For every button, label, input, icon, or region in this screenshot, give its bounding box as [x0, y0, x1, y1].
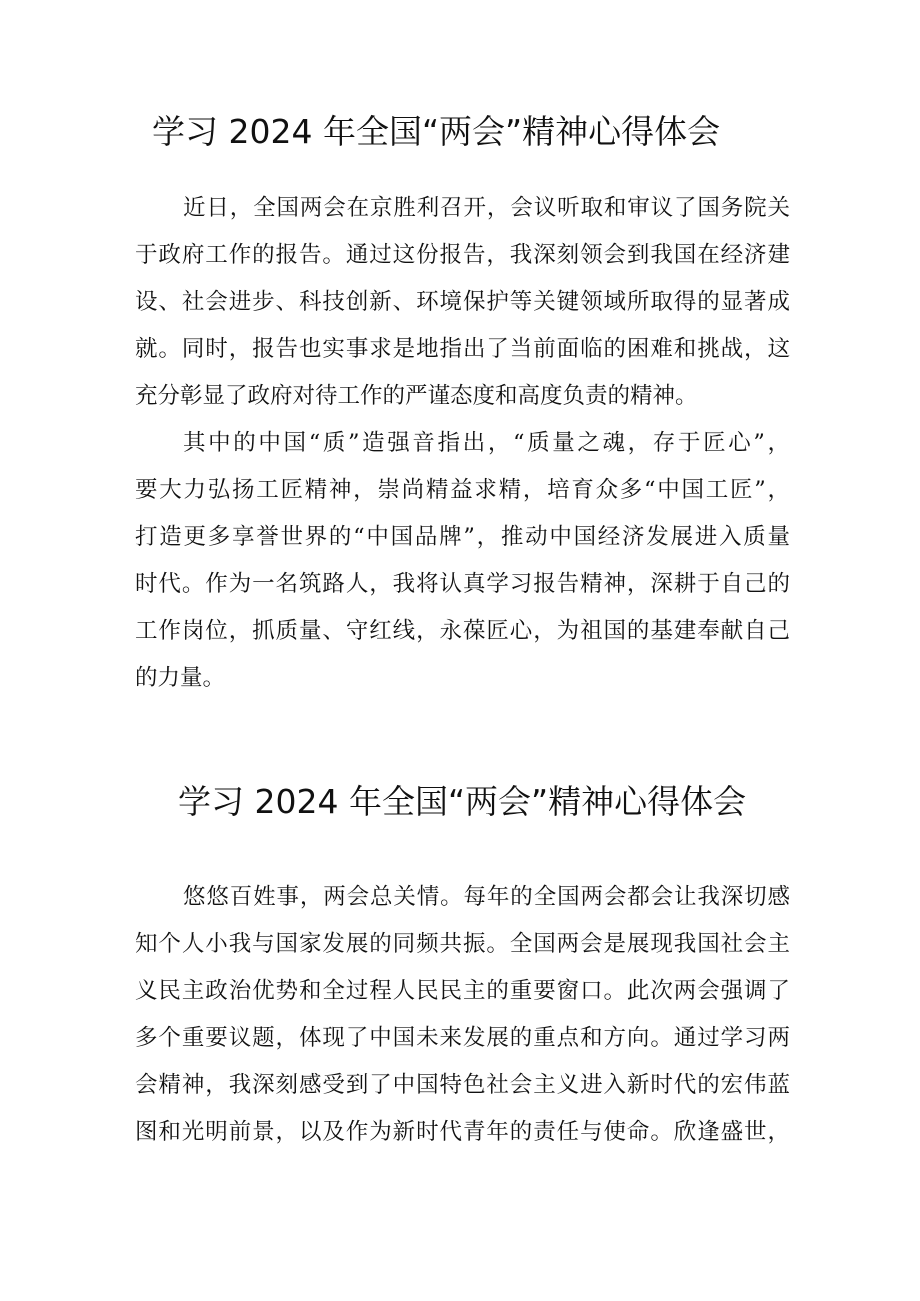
text-line: 就。同时，报告也实事求是地指出了当前面临的困难和挑战，这	[135, 336, 790, 362]
text-line: 会精神，我深刻感受到了中国特色社会主义进入新时代的宏伟蓝	[135, 1072, 790, 1098]
text-line: 要大力弘扬工匠精神，崇尚精益求精，培育众多“中国工匠”，	[135, 477, 790, 503]
text-line: 图和光明前景，以及作为新时代青年的责任与使命。欣逢盛世，	[135, 1119, 790, 1145]
text-line: 充分彰显了政府对待工作的严谨态度和高度负责的精神。	[135, 383, 698, 409]
text-line: 设、社会进步、科技创新、环境保护等关键领域所取得的显著成	[135, 289, 790, 315]
article-title: 学习 2024 年全国“两会”精神心得体会	[152, 112, 721, 151]
text-line: 义民主政治优势和全过程人民民主的重要窗口。此次两会强调了	[135, 978, 790, 1004]
text-line: 其中的中国“质”造强音指出，“质量之魂，存于匠心”，	[183, 430, 790, 456]
text-line: 多个重要议题，体现了中国未来发展的重点和方向。通过学习两	[135, 1025, 790, 1051]
text-line: 工作岗位，抓质量、守红线，永葆匠心，为祖国的基建奉献自己	[135, 618, 790, 644]
text-line: 知个人小我与国家发展的同频共振。全国两会是展现我国社会主	[135, 931, 790, 957]
article-title: 学习 2024 年全国“两会”精神心得体会	[178, 782, 747, 821]
text-line: 时代。作为一名筑路人，我将认真学习报告精神，深耕于自己的	[135, 571, 790, 597]
text-line: 近日，全国两会在京胜利召开，会议听取和审议了国务院关	[183, 195, 790, 221]
text-line: 打造更多享誉世界的“中国品牌”，推动中国经济发展进入质量	[135, 524, 790, 550]
text-line: 悠悠百姓事，两会总关情。每年的全国两会都会让我深切感	[183, 884, 790, 910]
text-line: 于政府工作的报告。通过这份报告，我深刻领会到我国在经济建	[135, 242, 790, 268]
text-line: 的力量。	[135, 665, 226, 691]
